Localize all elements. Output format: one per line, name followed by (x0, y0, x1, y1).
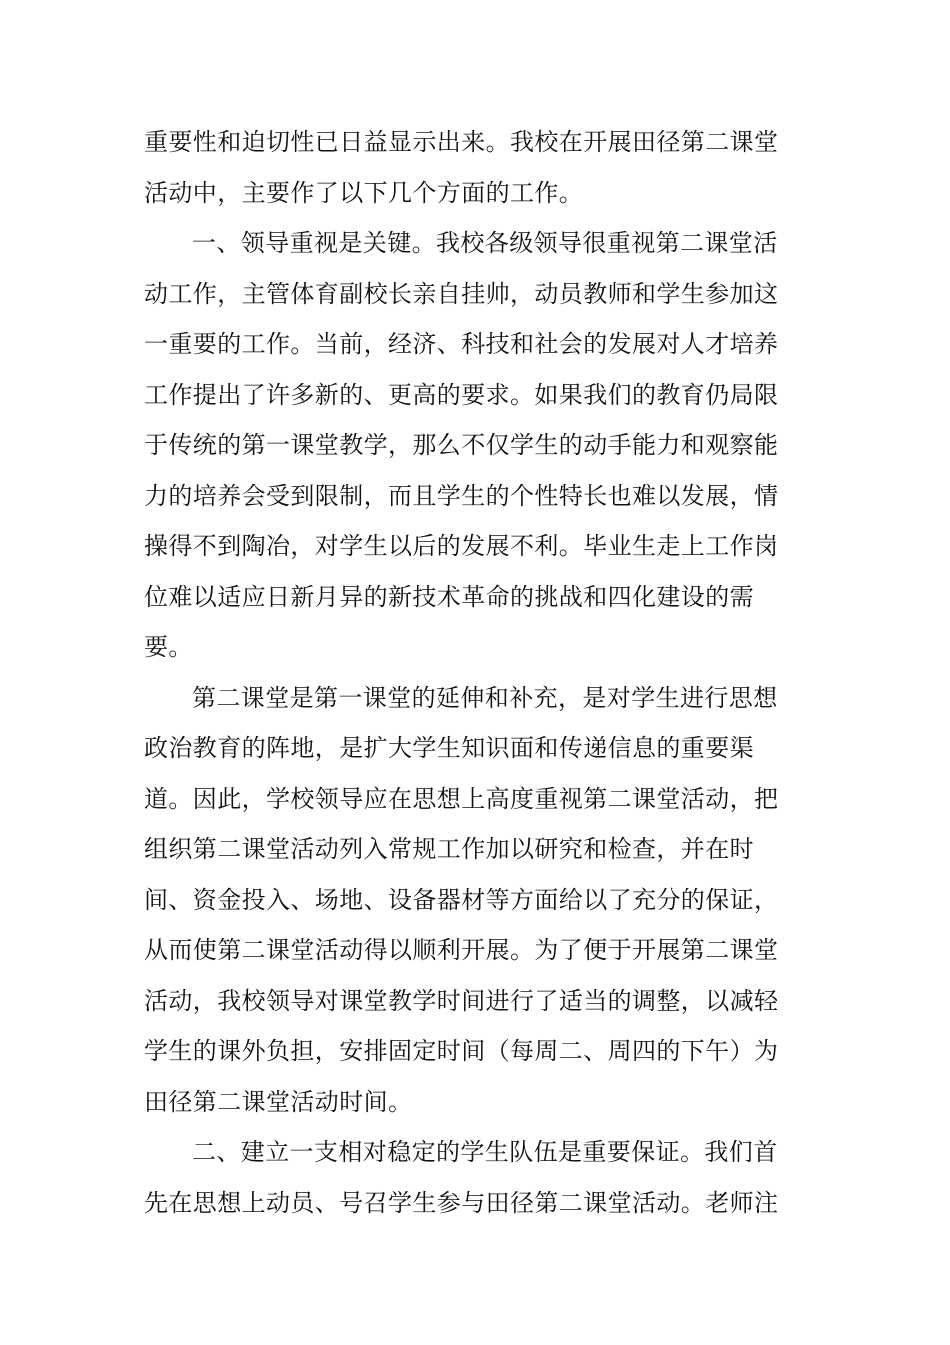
text-line: 组织第二课堂活动列入常规工作加以研究和检查，并在时 (144, 835, 754, 863)
text-line: 操得不到陶冶，对学生以后的发展不利。毕业生走上工作岗 (144, 532, 779, 560)
text-line: 工作提出了许多新的、更高的要求。如果我们的教育仍局限 (144, 380, 779, 409)
text-line: 于传统的第一课堂教学，那么不仅学生的动手能力和观察能 (144, 431, 779, 459)
text-line: 学生的课外负担，安排固定时间（每周二、周四的下午）为 (144, 1037, 779, 1065)
paragraph-start-line: 一、领导重视是关键。我校各级领导很重视第二课堂活 (192, 229, 778, 257)
text-line: 要。 (144, 633, 193, 661)
document-body (144, 117, 779, 1228)
text-line: 位难以适应日新月异的新技术革命的挑战和四化建设的需 (144, 582, 754, 611)
text-line: 重要性和迫切性已日益显示出来。我校在开展田径第二课堂 (144, 128, 779, 156)
text-line: 先在思想上动员、号召学生参与田径第二课堂活动。老师注 (144, 1188, 779, 1217)
paragraph-start-line: 第二课堂是第一课堂的延伸和补充，是对学生进行思想 (192, 683, 778, 712)
text-line: 从而使第二课堂活动得以顺利开展。为了便于开展第二课堂 (144, 936, 779, 964)
text-line: 间、资金投入、场地、设备器材等方面给以了充分的保证， (144, 885, 779, 914)
text-line: 一重要的工作。当前，经济、科技和社会的发展对人才培养 (144, 330, 779, 358)
text-line: 田径第二课堂活动时间。 (144, 1087, 413, 1116)
text-line: 动工作，主管体育副校长亲自挂帅，动员教师和学生参加这 (144, 279, 779, 308)
text-line: 活动，我校领导对课堂教学时间进行了适当的调整，以减轻 (144, 986, 779, 1015)
text-line: 政治教育的阵地，是扩大学生知识面和传递信息的重要渠 (144, 734, 754, 762)
text-line: 活动中，主要作了以下几个方面的工作。 (144, 178, 584, 207)
text-line: 道。因此，学校领导应在思想上高度重视第二课堂活动，把 (144, 784, 779, 813)
paragraph-start-line: 二、建立一支相对稳定的学生队伍是重要保证。我们首 (192, 1138, 778, 1166)
text-line: 力的培养会受到限制，而且学生的个性特长也难以发展，情 (144, 481, 779, 510)
